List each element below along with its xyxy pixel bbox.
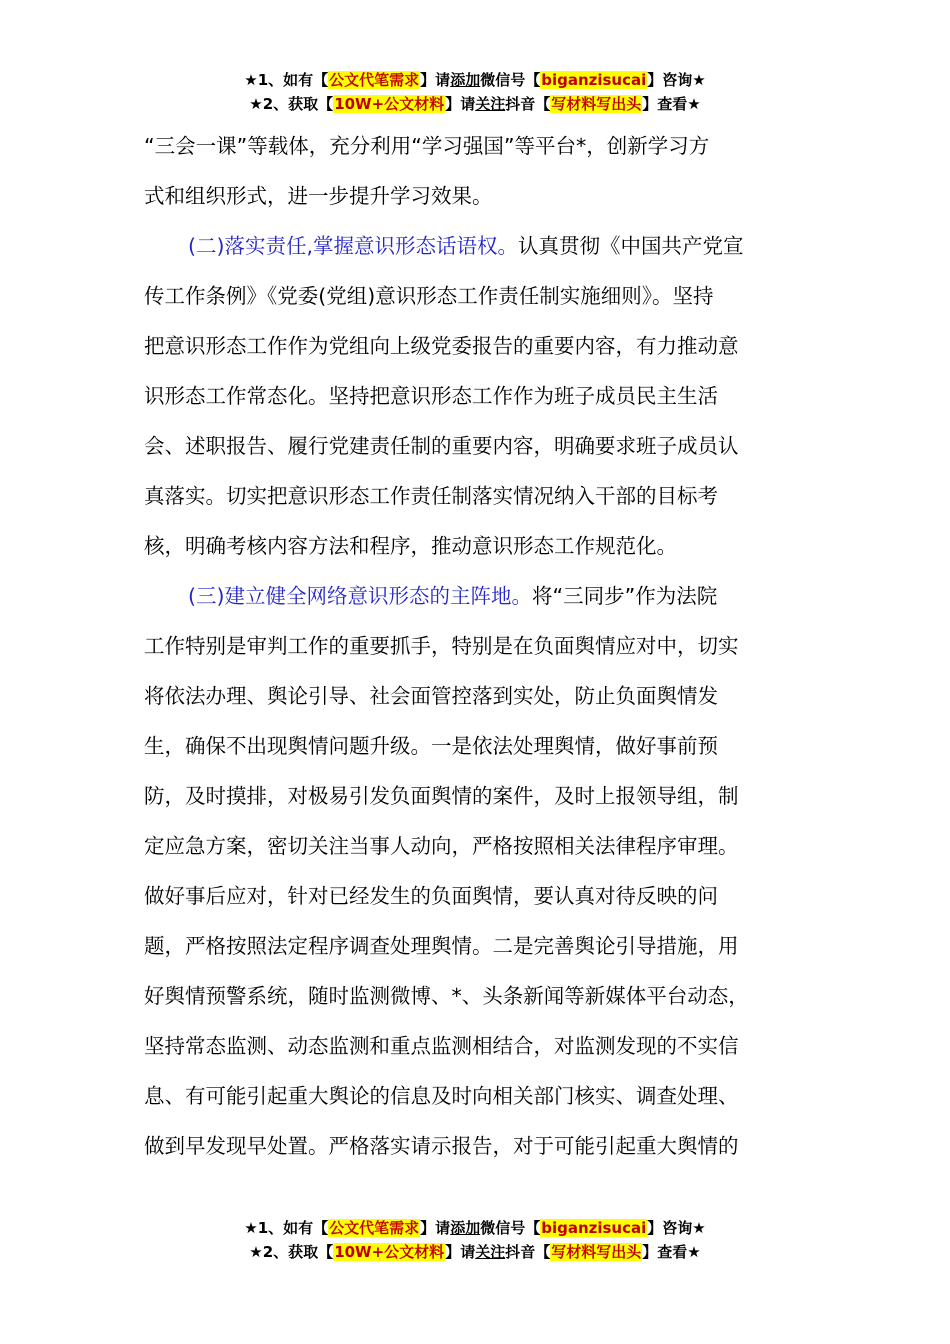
banner-text: 】咨询★ — [647, 71, 706, 89]
header-banner — [0, 68, 950, 116]
banner-text: ★2、获取【 — [249, 95, 334, 113]
body-line: 把意识形态工作作为党组向上级党委报告的重要内容，有力推动意 — [144, 334, 739, 358]
body-line: 工作特别是审判工作的重要抓手，特别是在负面舆情应对中，切实 — [144, 634, 739, 658]
paragraph-first-line — [144, 221, 806, 271]
banner-text: 抖音【 — [505, 1243, 551, 1261]
banner-highlight: biganzisucai — [541, 71, 647, 89]
section-heading: (三)建立健全网络意识形态的主阵地。 — [188, 584, 532, 608]
body-line: 生，确保不出现舆情问题升级。一是依法处理舆情，做好事前预 — [144, 734, 718, 758]
banner-text: ★2、获取【 — [249, 1243, 334, 1261]
body-text: 认真贯彻《中国共产党宣 — [518, 234, 744, 258]
section-heading: (二)落实责任,掌握意识形态话语权。 — [188, 234, 519, 258]
body-line: “三会一课”等载体，充分利用“学习强国”等平台*，创新学习方 — [144, 134, 710, 158]
body-line: 式和组织形式，进一步提升学习效果。 — [144, 184, 493, 208]
body-line: 坚持常态监测、动态监测和重点监测相结合，对监测发现的不实信 — [144, 1034, 739, 1058]
banner-underlined-text: 关注 — [475, 95, 506, 113]
banner-underlined-text: 关注 — [475, 1243, 506, 1261]
banner-highlight: 写材料写出头 — [551, 95, 642, 113]
banner-line-1 — [0, 68, 950, 92]
banner-text: 】查看★ — [642, 1243, 701, 1261]
body-line: 将依法办理、舆论引导、社会面管控落到实处，防止负面舆情发 — [144, 684, 718, 708]
banner-highlight: 10W+公文材料 — [334, 1243, 445, 1261]
banner-underlined-text: 添加 — [450, 1219, 481, 1237]
banner-text: 】查看★ — [642, 95, 701, 113]
banner-line-1 — [0, 1216, 950, 1240]
banner-text: 微信号【 — [480, 71, 541, 89]
body-line: 真落实。切实把意识形态工作责任制落实情况纳入干部的目标考 — [144, 484, 718, 508]
body-line: 题，严格按照法定程序调查处理舆情。二是完善舆论引导措施，用 — [144, 934, 739, 958]
banner-line-2 — [0, 1240, 950, 1264]
banner-highlight: biganzisucai — [541, 1219, 647, 1237]
body-line: 做好事后应对，针对已经发生的负面舆情，要认真对待反映的问 — [144, 884, 718, 908]
banner-text: 】请 — [445, 95, 476, 113]
banner-line-2 — [0, 92, 950, 116]
banner-underlined-text: 添加 — [450, 71, 481, 89]
body-line: 做到早发现早处置。严格落实请示报告，对于可能引起重大舆情的 — [144, 1134, 739, 1158]
document-body — [144, 121, 806, 1171]
body-line: 好舆情预警系统，随时监测微博、*、头条新闻等新媒体平台动态， — [144, 984, 749, 1008]
banner-text: 】请 — [445, 1243, 476, 1261]
body-line: 防，及时摸排，对极易引发负面舆情的案件，及时上报领导组，制 — [144, 784, 739, 808]
paragraph-first-line — [144, 571, 806, 621]
banner-text: 微信号【 — [480, 1219, 541, 1237]
banner-text: 抖音【 — [505, 95, 551, 113]
body-line: 传工作条例》《党委(党组)意识形态工作责任制实施细则》。坚持 — [144, 284, 714, 308]
body-text: 将“三同步”作为法院 — [532, 584, 718, 608]
banner-text: 】咨询★ — [647, 1219, 706, 1237]
banner-text: 】请 — [420, 1219, 451, 1237]
body-line: 识形态工作常态化。坚持把意识形态工作作为班子成员民主生活 — [144, 384, 718, 408]
body-line: 息、有可能引起重大舆论的信息及时向相关部门核实、调查处理、 — [144, 1084, 739, 1108]
banner-highlight: 公文代笔需求 — [329, 71, 420, 89]
body-line: 核，明确考核内容方法和程序，推动意识形态工作规范化。 — [144, 534, 677, 558]
banner-highlight: 10W+公文材料 — [334, 95, 445, 113]
banner-text: ★1、如有【 — [244, 1219, 329, 1237]
banner-text: 】请 — [420, 71, 451, 89]
banner-highlight: 公文代笔需求 — [329, 1219, 420, 1237]
banner-highlight: 写材料写出头 — [551, 1243, 642, 1261]
footer-banner — [0, 1216, 950, 1264]
body-line: 定应急方案，密切关注当事人动向，严格按照相关法律程序审理。 — [144, 834, 739, 858]
body-line: 会、述职报告、履行党建责任制的重要内容，明确要求班子成员认 — [144, 434, 739, 458]
banner-text: ★1、如有【 — [244, 71, 329, 89]
